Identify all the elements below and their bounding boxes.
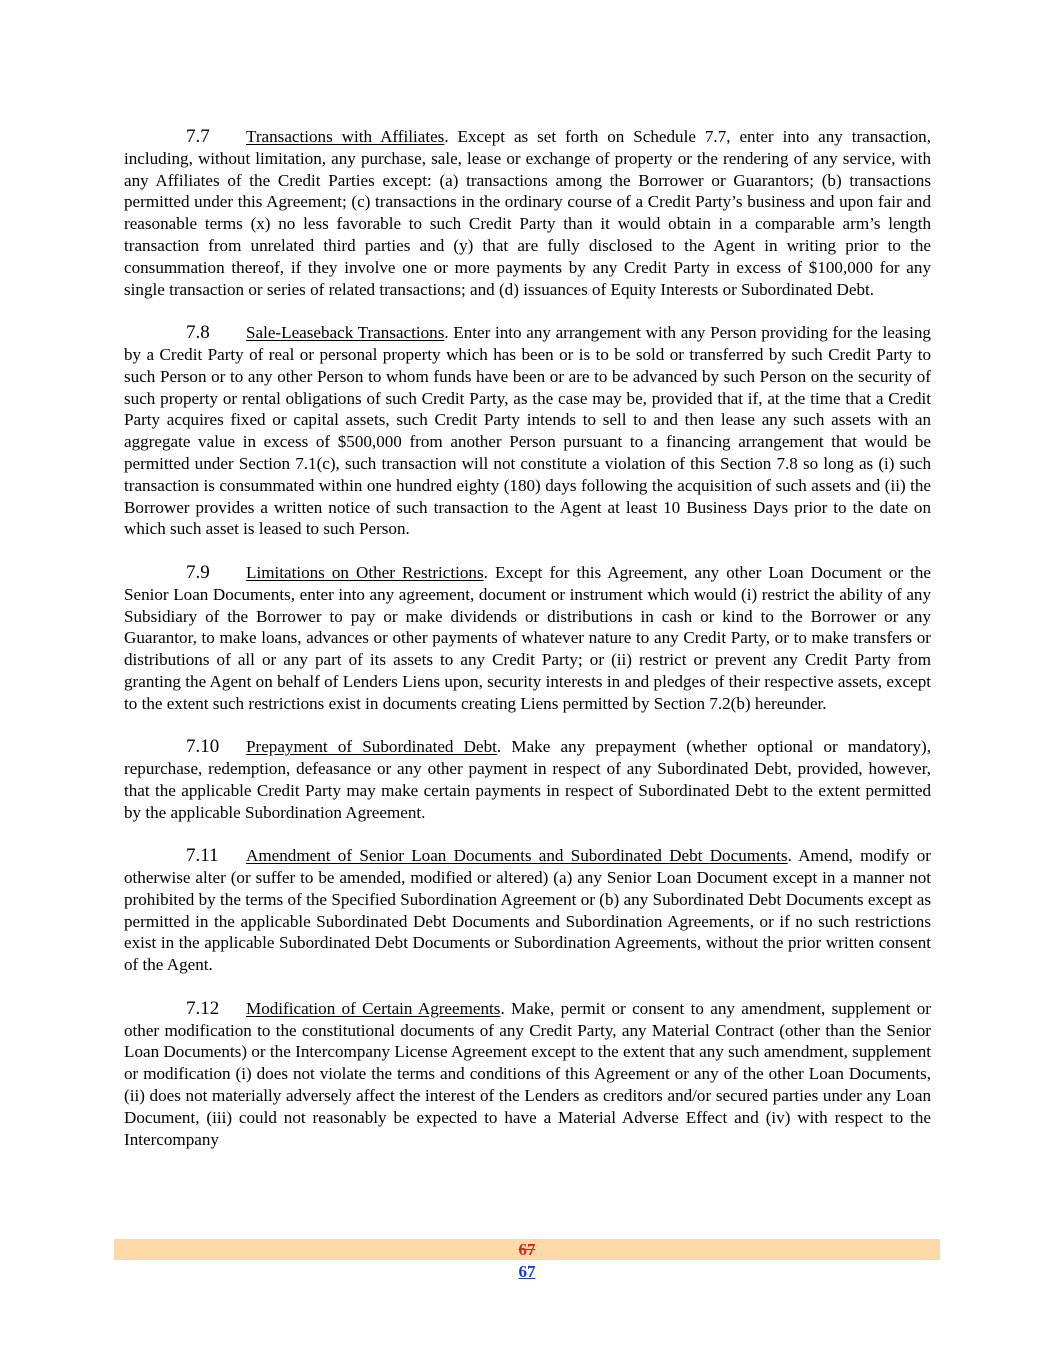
page-footer-highlight [114, 1239, 940, 1260]
section-body: . Amend, modify or otherwise alter (or suffer to be amended, modified or altered) (a) any Senior Loan Document except in a manner not prohibited by the terms of the Specified Subordination Agreement or (b) any Subordinated Debt Documents except as permitted in the applicable Subordinated Debt Documents and Subordination Agreements, or if no such restrictions exist in the applicable Subordinated Debt Documents or Subordination Agreements, without the prior written consent of the Agent. [124, 846, 931, 975]
section-7-7 [124, 126, 931, 300]
section-7-9 [124, 562, 931, 715]
section-number: 7.10 [186, 736, 220, 758]
section-title: Modification of Certain Agreements [246, 998, 501, 1018]
section-title: Prepayment of Subordinated Debt [246, 737, 497, 757]
document-body [124, 126, 931, 1172]
section-body: . Enter into any arrangement with any Person providing for the leasing by a Credit Party of real or personal property which has been or is to be sold or transferred by such Credit Party to such Person or to any other Person to whom funds have been or are to be advanced by such Person on the security of such property or rental obligations of such Credit Party, as the case may be, provided that if, at the time that a Credit Party acquires fixed or capital assets, such Credit Party intends to sell to and then lease any such assets with an aggregate value in excess of $500,000 from another Person pursuant to a financing arrangement that would be permitted under Section 7.1(c), such transaction will not constitute a violation of this Section 7.8 so long as (i) such transaction is consummated within one hundred eighty (180) days following the acquisition of such assets and (ii) the Borrower provides a written notice of such transaction to the Agent at least 10 Business Days prior to the date on which such asset is leased to such Person. [124, 323, 931, 539]
section-number: 7.12 [186, 997, 220, 1019]
section-7-12 [124, 998, 931, 1151]
section-number: 7.7 [186, 126, 210, 147]
section-number: 7.11 [186, 845, 219, 867]
section-title: Sale-Leaseback Transactions [246, 323, 445, 343]
section-body: . Make, permit or consent to any amendment, supplement or other modification to the constitutional documents of any Credit Party, any Material Contract (other than the Senior Loan Documents) or the Intercompany License Agreement except to the extent that any such amendment, supplement or modification (i) does not violate the terms and conditions of this Agreement or any of the other Loan Documents, (ii) does not materially adversely affect the interest of the Lenders as creditors and/or secured parties under any Loan Document, (iii) could not reasonably be expected to have a Material Adverse Effect and (iv) with respect to the Intercompany [124, 998, 931, 1149]
section-title: Transactions with Affiliates [246, 127, 445, 146]
deleted-page-number: 67 [518, 1240, 536, 1259]
section-title: Amendment of Senior Loan Documents and Subordinated Debt Documents [246, 846, 788, 866]
section-title: Limitations on Other Restrictions [246, 562, 484, 582]
section-body: . Except for this Agreement, any other Loan Document or the Senior Loan Documents, enter into any agreement, document or instrument which would (i) restrict the ability of any Subsidiary of the Borrower to pay or make dividends or distributions in cash or kind to the Borrower or any Guarantor, to make loans, advances or other payments of whatever nature to any Credit Party, or to make transfers or distributions of all or any part of its assets to any Credit Party; or (ii) restrict or prevent any Credit Party from granting the Agent on behalf of Lenders Liens upon, security interests in and pledges of their respective assets, except to the extent such restrictions exist in documents creating Liens permitted by Section 7.2(b) hereunder. [124, 562, 931, 713]
section-7-8 [124, 322, 931, 540]
section-7-10 [124, 736, 931, 823]
section-number: 7.8 [186, 322, 210, 344]
section-body: . Except as set forth on Schedule 7.7, enter into any transaction, including, without limitation, any purchase, sale, lease or exchange of property or the rendering of any service, with any Affiliates of the Credit Parties except: (a) transactions among the Borrower or Guarantors; (b) transactions permitted under this Agreement; (c) transactions in the ordinary course of a Credit Party’s business and upon fair and reasonable terms (x) no less favorable to such Credit Party than it would obtain in a comparable arm’s length transaction from unrelated third parties and (y) that are fully disclosed to the Agent in writing prior to the consummation thereof, if they involve one or more payments by any Credit Party in excess of $100,000 for any single transaction or series of related transactions; and (d) issuances of Equity Interests or Subordinated Debt. [124, 127, 931, 299]
inserted-page-number[interactable]: 67 [518, 1262, 536, 1281]
section-number: 7.9 [186, 561, 210, 583]
section-7-11 [124, 845, 931, 976]
section-body: . Make any prepayment (whether optional or mandatory), repurchase, redemption, defeasance or any other payment in respect of any Subordinated Debt, provided, however, that the applicable Credit Party may make certain payments in respect of Subordinated Debt to the extent permitted by the applicable Subordination Agreement. [124, 737, 931, 822]
